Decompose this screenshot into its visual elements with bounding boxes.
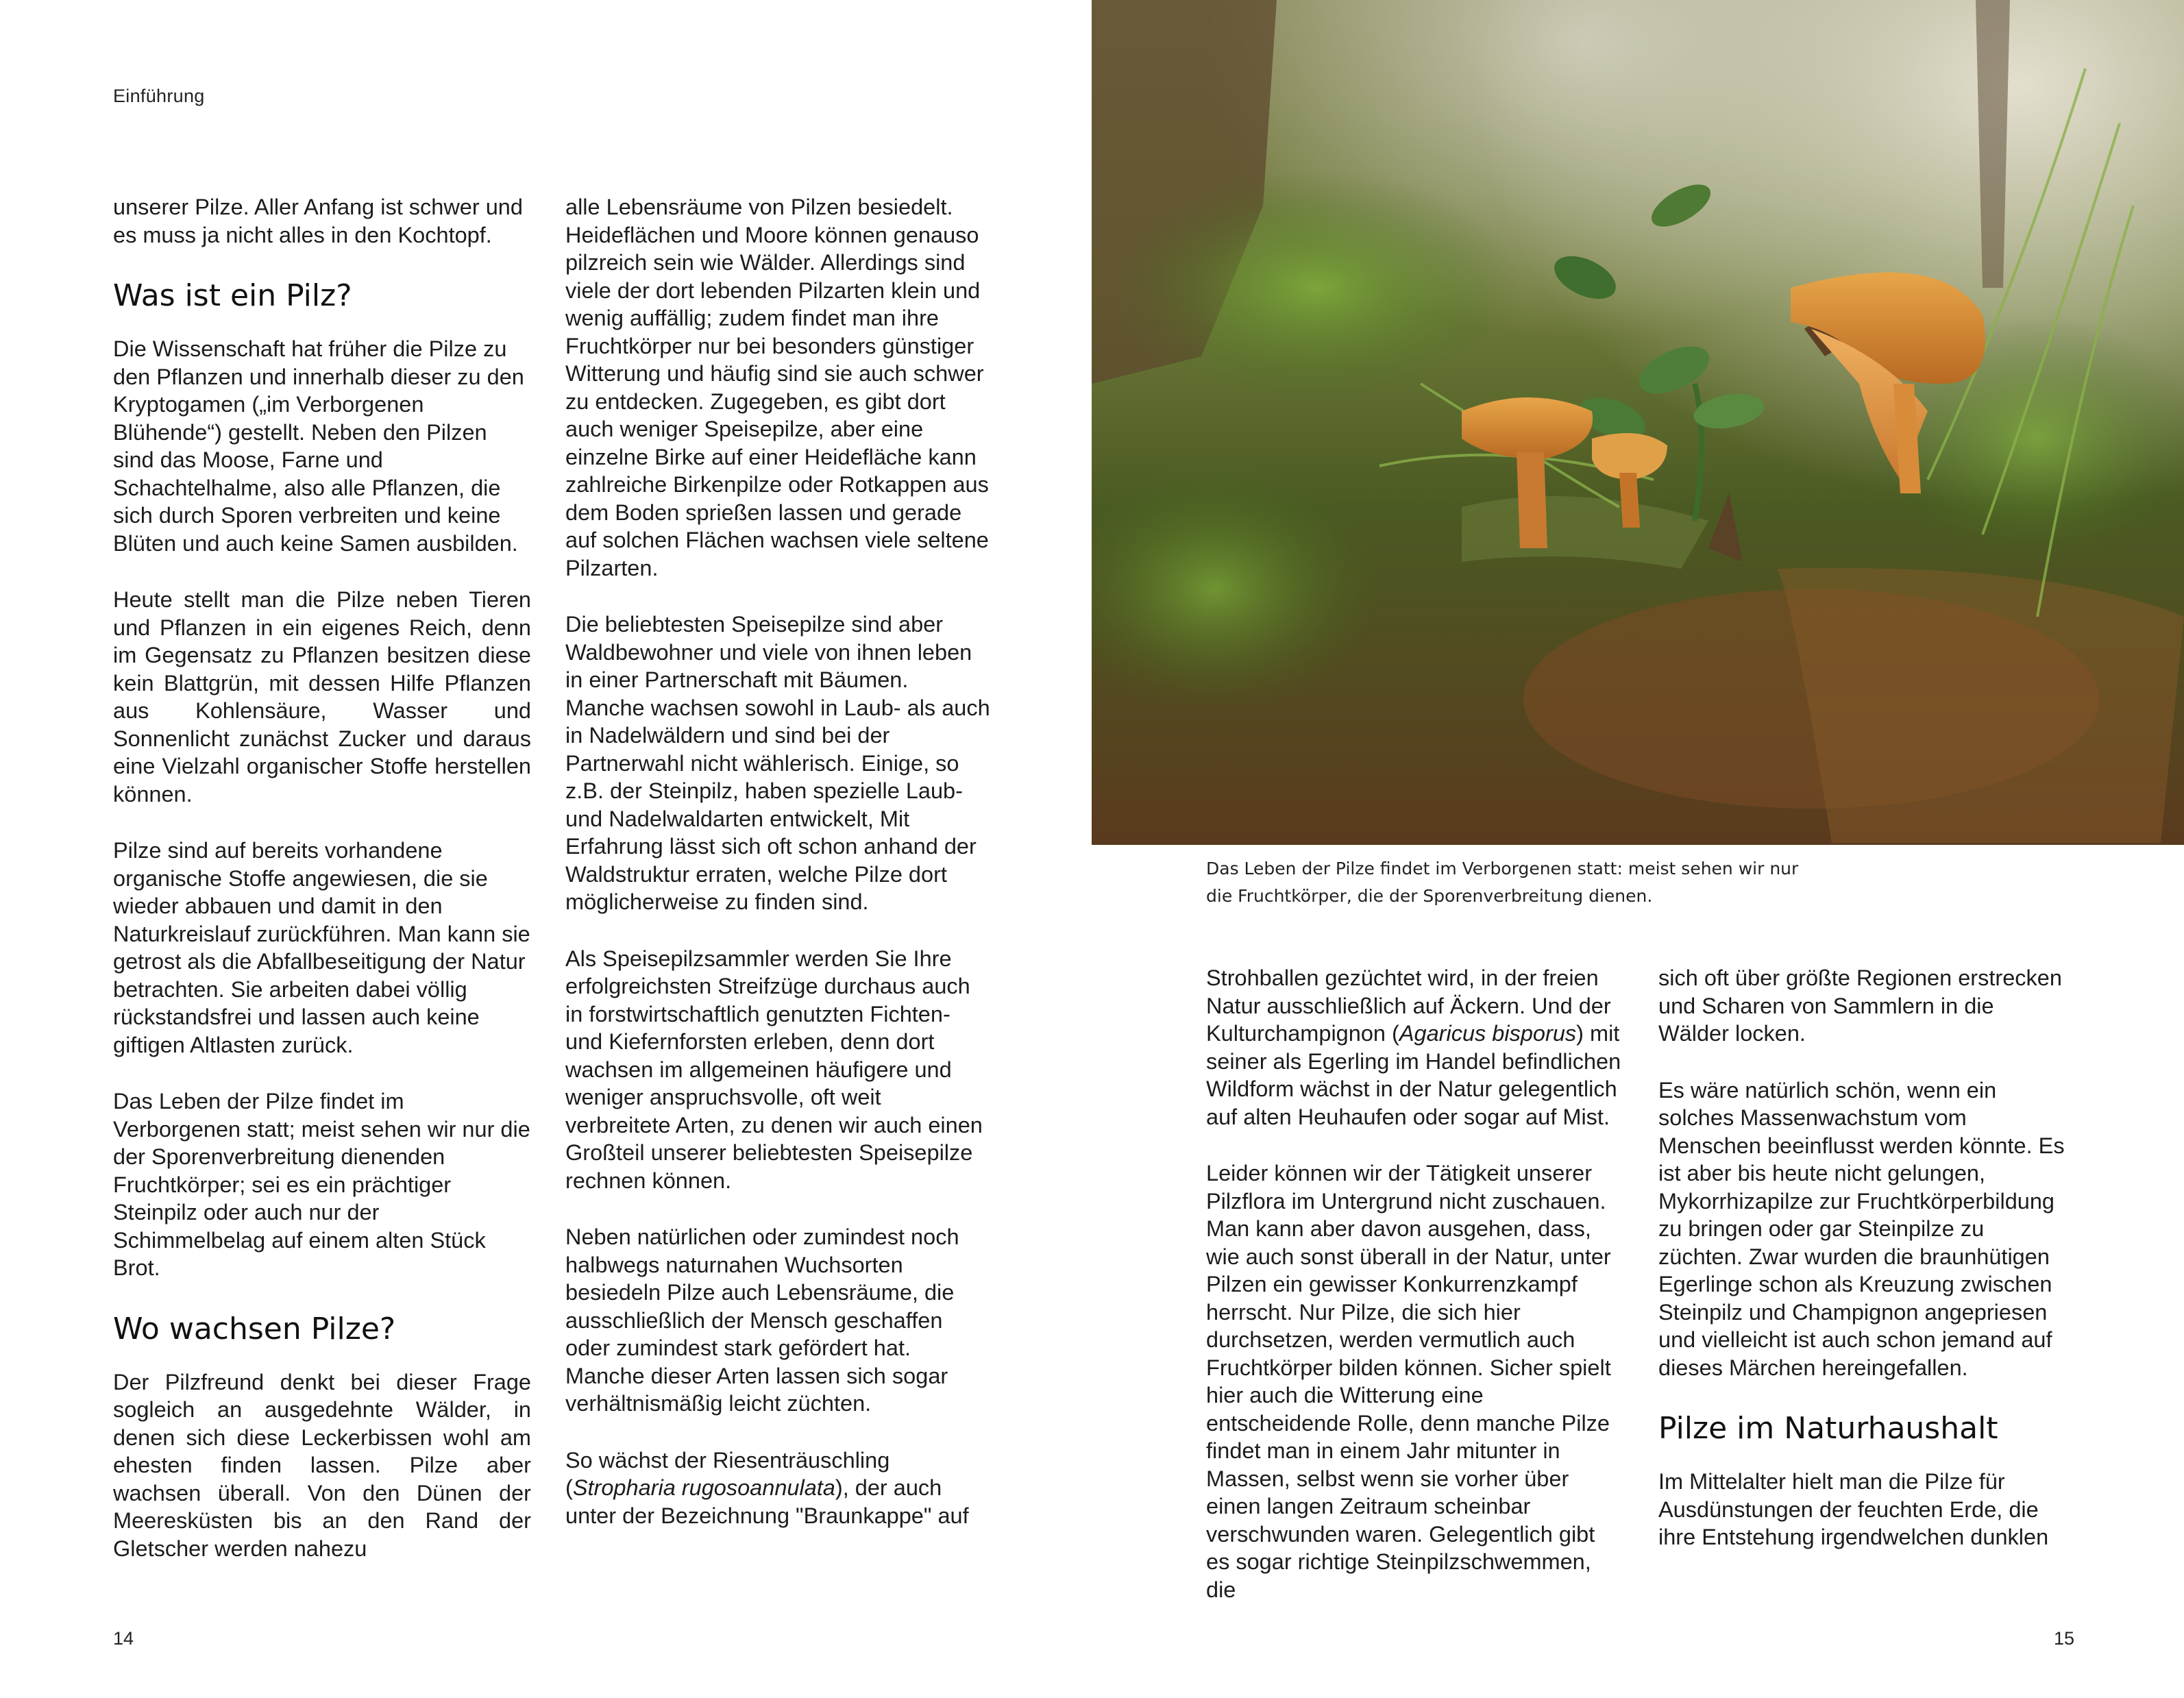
paragraph: Das Leben der Pilze findet im Verborgenen statt; meist sehen wir nur die der Sporenverbreitung dienenden Fruchtkörper; sei es ein prächtiger Steinpilz oder auch nur der Schimmelbelag auf einem alten Stück Brot. [113,1089,530,1280]
paragraph: Im Mittelalter hielt man die Pilze für Ausdünstungen der feuchten Erde, die ihre Entstehung irgendwelchen dunklen [1658,1469,2049,1549]
heading-pilze-im-naturhaushalt: Pilze im Naturhaushalt [1658,1411,1998,1446]
text-column-4 [1658,964,2070,1580]
text-column-1 [113,193,531,1591]
paragraph: Als Speisepilzsammler werden Sie Ihre erfolgreichsten Streifzüge durchaus auch in forstwirtschaftlich genutzten Fichten- und Kiefernforsten erleben, denn dort wachsen im allgemeinen häufigere und weniger anspruchsvolle, oft weit verbreitete Arten, zu denen wir auch einen Großteil unserer beliebtesten Speisepilze rechnen können. [565,946,983,1193]
text-column-2 [565,193,990,1558]
paragraph: unserer Pilze. Aller Anfang ist schwer und es muss ja nicht alles in den Kochtopf. [113,195,523,247]
page-number-right: 15 [2054,1628,2075,1649]
paragraph: Leider können wir der Tätigkeit unserer Pilzflora im Untergrund nicht zuschauen. Man kann aber davon ausgehen, dass, wie auch sonst überall in der Natur, unter Pilzen ein gewisser Konkurrenzkampf herrscht. Nur Pilze, die sich hier durchsetzen, werden vermutlich auch Fruchtkörper bilden können. Sicher spielt hier auch die Witterung eine entscheidende Rolle, denn manche Pilze findet man in einem Jahr mitunter in Massen, selbst wenn sie vorher über einen langen Zeitraum scheinbar verschwunden waren. Gelegentlich gibt es sogar richtige Steinpilzschwemmen, die [1206,1161,1611,1602]
text-run: So wächst der Riesenträuschling ( [565,1447,890,1500]
paragraph: Der Pilzfreund denkt bei dieser Frage sogleich an ausgedehnte Wälder, in denen sich diese Leckerbissen wohl am ehesten finden lassen. Pilze aber wachsen überall. Von den Dünen der Meeresküsten bis an den Rand der Gletscher werden nahezu [113,1369,531,1561]
paragraph: Es wäre natürlich schön, wenn ein solches Massenwachstum vom Menschen beeinflusst werden könnte. Es ist aber bis heute nicht gelungen, Mykorrhizapilze zur Fruchtkörperbildung zu bringen oder gar Steinpilze zu züchten. Zwar wurden die braunhütigen Egerlinge schon als Kreuzung zwischen Steinpilz und Champignon angepriesen und vielleicht ist auch schon jemand auf dieses Märchen hereingefallen. [1658,1077,2065,1380]
heading-was-ist-ein-pilz: Was ist ein Pilz? [113,278,352,313]
paragraph: sich oft über größte Regionen erstrecken und Scharen von Sammlern in die Wälder locken. [1658,965,2062,1046]
text-run: Strohballen gezüchtet wird, in der freien Natur ausschließlich auf Äckern. Und der Kulturchampignon ( [1206,965,1611,1046]
page-number-left: 14 [113,1628,134,1649]
paragraph [565,1447,990,1530]
paragraph: Pilze sind auf bereits vorhandene organische Stoffe angewiesen, die sie wieder abbauen und damit in den Naturkreislauf zurückführen. Man kann sie getrost als die Abfallbeseitigung der Natur betrachten. Sie arbeiten dabei völlig rückstandsfrei und lassen auch keine giftigen Altlasten zurück. [113,838,530,1057]
paragraph [1206,964,1624,1131]
running-head: Einführung [113,86,205,106]
heading-wo-wachsen-pilze: Wo wachsen Pilze? [113,1311,396,1346]
paragraph: Die beliebtesten Speisepilze sind aber Waldbewohner und viele von ihnen leben in einer Partnerschaft mit Bäumen. Manche wachsen sowohl in Laub- als auch in Nadelwäldern und sind bei der Partnerwahl nicht wählerisch. Einige, so z.B. der Steinpilz, haben spezielle Laub- und Nadelwaldarten entwickelt, Mit Erfahrung lässt sich oft schon anhand der Waldstruktur erraten, welche Pilze dort möglicherweise zu finden sind. [565,612,990,914]
photo-caption: Das Leben der Pilze findet im Verborgenen statt: meist sehen wir nur die Fruchtkörper, die der Sporenverbreitung dienen. [1206,859,1799,906]
text-column-3 [1206,964,1624,1632]
paragraph: Neben natürlichen oder zumindest noch halbwegs naturnahen Wuchsorten besiedeln Pilze auch Lebensräume, die ausschließlich der Mensch geschaffen oder zumindest stark gefördert hat. Manche dieser Arten lassen sich sogar verhältnismäßig leicht züchten. [565,1225,959,1416]
species-name: Agaricus bisporus [1399,1021,1577,1046]
mushroom-photo [1092,0,2184,845]
species-name: Stropharia rugosoannulata [572,1475,835,1500]
paragraph: Die Wissenschaft hat früher die Pilze zu den Pflanzen und innerhalb dieser zu den Kryptogamen („im Verborgenen Blühende“) gestellt. Neben den Pilzen sind das Moose, Farne und Schachtelhalme, also alle Pflanzen, die sich durch Sporen verbreiten und keine Blüten und auch keine Samen ausbilden. [113,336,524,556]
paragraph: alle Lebensräume von Pilzen besiedelt. Heideflächen und Moore können genauso pilzreich sein wie Wälder. Allerdings sind viele der dort lebenden Pilzarten klein und wenig auffällig; zudem findet man ihre Fruchtkörper nur bei besonders günstiger Witterung und häufig sind sie auch schwer zu entdecken. Zugegeben, es gibt dort auch weniger Speisepilze, aber eine einzelne Birke auf einer Heidefläche kann zahlreiche Birkenpilze oder Rotkappen aus dem Boden sprießen lassen und gerade auf solchen Flächen wachsen viele seltene Pilzarten. [565,195,989,580]
paragraph: Heute stellt man die Pilze neben Tieren und Pflanzen in ein eigenes Reich, denn im Gegensatz zu Pflanzen besitzen diese kein Blattgrün, mit dessen Hilfe Pflanzen aus Kohlensäure, Wasser und Sonnenlicht zunächst Zucker und daraus eine Vielzahl organischer Stoffe herstellen können. [113,587,531,807]
text-run: ) mit seiner als Egerling im Handel befindlichen Wildform wächst in der Natur gelegentlich auf alten Heuhaufen oder sogar auf Mist. [1206,1021,1621,1129]
text-run: ), der auch unter der Bezeichnung "Braunkappe" auf [565,1475,969,1528]
